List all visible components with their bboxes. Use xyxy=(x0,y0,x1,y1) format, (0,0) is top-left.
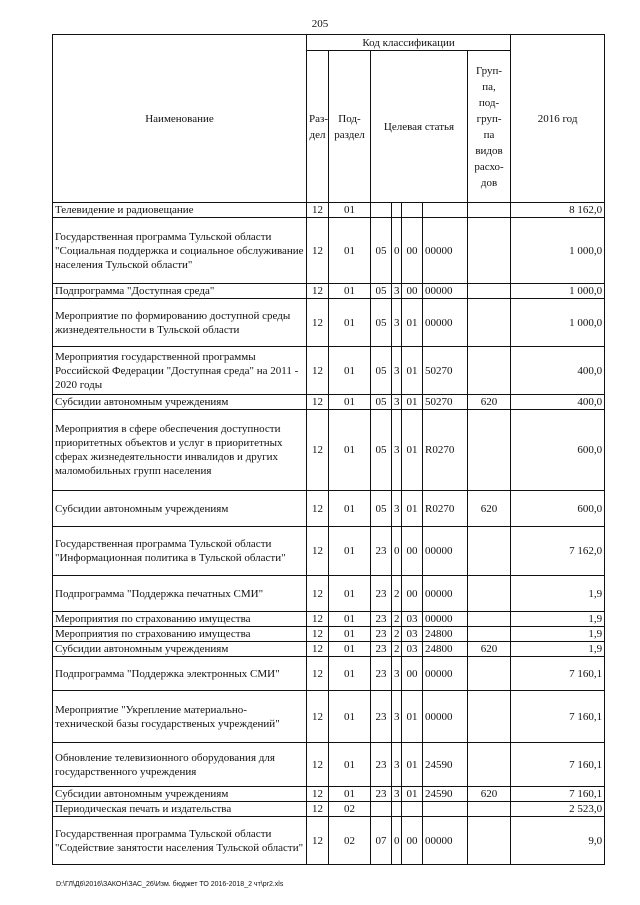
cell-section: 12 xyxy=(307,347,329,395)
cell-subprogram: 3 xyxy=(392,284,402,299)
table-row xyxy=(53,299,605,347)
cell-section: 12 xyxy=(307,395,329,410)
cell-expense-group: 620 xyxy=(468,787,511,802)
cell-direction: 00000 xyxy=(423,527,468,576)
cell-section: 12 xyxy=(307,642,329,657)
cell-subsection: 01 xyxy=(329,576,371,612)
cell-event: 00 xyxy=(402,817,423,865)
cell-expense-group xyxy=(468,527,511,576)
cell-direction: 24590 xyxy=(423,787,468,802)
cell-expense-group xyxy=(468,817,511,865)
cell-subprogram: 3 xyxy=(392,657,402,691)
row-name: Государственная программа Тульской области "Социальная поддержка и социальное обслуживание населения Тульской области" xyxy=(53,218,307,284)
header-subsection: Под- раздел xyxy=(329,51,371,203)
cell-program xyxy=(371,203,392,218)
row-name: Мероприятия государственной программы Российской Федерации "Доступная среда" на 2011 - 2020 годы xyxy=(53,347,307,395)
row-name: Периодическая печать и издательства xyxy=(53,802,307,817)
cell-subsection: 01 xyxy=(329,743,371,787)
cell-program: 23 xyxy=(371,627,392,642)
cell-program: 05 xyxy=(371,218,392,284)
cell-amount: 2 523,0 xyxy=(511,802,605,817)
cell-amount: 7 160,1 xyxy=(511,657,605,691)
cell-subsection: 01 xyxy=(329,642,371,657)
cell-section: 12 xyxy=(307,657,329,691)
cell-subprogram: 2 xyxy=(392,627,402,642)
row-name: Телевидение и радиовещание xyxy=(53,203,307,218)
cell-event: 01 xyxy=(402,410,423,491)
row-name: Государственная программа Тульской области "Содействие занятости населения Тульской области" xyxy=(53,817,307,865)
cell-direction: 00000 xyxy=(423,284,468,299)
cell-amount: 9,0 xyxy=(511,817,605,865)
header-name: Наименование xyxy=(53,35,307,203)
cell-direction: R0270 xyxy=(423,491,468,527)
cell-expense-group xyxy=(468,627,511,642)
cell-subprogram: 3 xyxy=(392,395,402,410)
cell-amount: 1,9 xyxy=(511,576,605,612)
table-row xyxy=(53,787,605,802)
cell-subsection: 01 xyxy=(329,218,371,284)
table-header xyxy=(53,35,605,203)
cell-direction: 00000 xyxy=(423,657,468,691)
cell-event xyxy=(402,203,423,218)
cell-event: 03 xyxy=(402,642,423,657)
cell-direction: 00000 xyxy=(423,576,468,612)
cell-event: 01 xyxy=(402,787,423,802)
table-row xyxy=(53,627,605,642)
cell-program: 23 xyxy=(371,743,392,787)
cell-amount: 7 160,1 xyxy=(511,743,605,787)
cell-amount: 7 162,0 xyxy=(511,527,605,576)
cell-amount: 600,0 xyxy=(511,491,605,527)
cell-subprogram: 0 xyxy=(392,527,402,576)
cell-subprogram: 3 xyxy=(392,787,402,802)
cell-subprogram: 0 xyxy=(392,817,402,865)
row-name: Мероприятие "Укрепление материально-технической базы государственых учреждений" xyxy=(53,691,307,743)
table-row xyxy=(53,642,605,657)
cell-section: 12 xyxy=(307,410,329,491)
table-row xyxy=(53,410,605,491)
cell-event: 01 xyxy=(402,299,423,347)
cell-direction: 24800 xyxy=(423,642,468,657)
cell-direction: R0270 xyxy=(423,410,468,491)
cell-expense-group xyxy=(468,691,511,743)
table-row xyxy=(53,576,605,612)
cell-subprogram: 2 xyxy=(392,576,402,612)
table-row xyxy=(53,817,605,865)
cell-subprogram: 3 xyxy=(392,743,402,787)
cell-expense-group xyxy=(468,612,511,627)
cell-direction: 00000 xyxy=(423,218,468,284)
cell-direction: 00000 xyxy=(423,612,468,627)
cell-event: 01 xyxy=(402,743,423,787)
cell-section: 12 xyxy=(307,491,329,527)
cell-section: 12 xyxy=(307,218,329,284)
header-code-group: Код классификации xyxy=(307,35,511,51)
cell-subprogram xyxy=(392,802,402,817)
table-row xyxy=(53,491,605,527)
cell-direction: 00000 xyxy=(423,817,468,865)
cell-event: 01 xyxy=(402,491,423,527)
cell-section: 12 xyxy=(307,627,329,642)
cell-amount: 1 000,0 xyxy=(511,299,605,347)
cell-program: 05 xyxy=(371,491,392,527)
cell-subprogram: 3 xyxy=(392,299,402,347)
cell-direction: 50270 xyxy=(423,395,468,410)
cell-expense-group xyxy=(468,576,511,612)
row-name: Обновление телевизионного оборудования для государственного учреждения xyxy=(53,743,307,787)
cell-event: 00 xyxy=(402,218,423,284)
cell-expense-group: 620 xyxy=(468,642,511,657)
cell-amount: 600,0 xyxy=(511,410,605,491)
cell-event: 01 xyxy=(402,395,423,410)
cell-program: 23 xyxy=(371,576,392,612)
cell-section: 12 xyxy=(307,787,329,802)
table-row xyxy=(53,203,605,218)
cell-expense-group xyxy=(468,657,511,691)
cell-expense-group xyxy=(468,410,511,491)
table-row xyxy=(53,691,605,743)
cell-subsection: 01 xyxy=(329,691,371,743)
cell-direction: 24800 xyxy=(423,627,468,642)
cell-section: 12 xyxy=(307,299,329,347)
cell-amount: 7 160,1 xyxy=(511,691,605,743)
cell-subprogram: 3 xyxy=(392,491,402,527)
row-name: Подпрограмма "Доступная среда" xyxy=(53,284,307,299)
cell-expense-group xyxy=(468,743,511,787)
row-name: Мероприятие по формированию доступной среды жизнедеятельности в Тульской области xyxy=(53,299,307,347)
cell-subprogram: 3 xyxy=(392,347,402,395)
cell-program: 05 xyxy=(371,410,392,491)
cell-amount: 8 162,0 xyxy=(511,203,605,218)
file-path-footer: D:\ГЛ\Д6\2016\ЗАКОН\ЗАС_26\Изм. бюджет ТО 2016-2018_2 чт\pr2.xls xyxy=(56,881,284,888)
row-name: Мероприятия по страхованию имущества xyxy=(53,627,307,642)
header-group: Груп- па, под- груп- па видов расхо- дов xyxy=(468,51,511,203)
cell-expense-group xyxy=(468,284,511,299)
cell-program: 05 xyxy=(371,395,392,410)
budget-table xyxy=(52,34,605,865)
cell-expense-group: 620 xyxy=(468,395,511,410)
cell-event: 03 xyxy=(402,627,423,642)
cell-program: 23 xyxy=(371,527,392,576)
cell-subsection: 02 xyxy=(329,817,371,865)
cell-subprogram: 3 xyxy=(392,691,402,743)
table-row xyxy=(53,743,605,787)
cell-event: 03 xyxy=(402,612,423,627)
page-number: 205 xyxy=(311,18,329,30)
cell-subsection: 01 xyxy=(329,627,371,642)
cell-direction: 24590 xyxy=(423,743,468,787)
cell-direction xyxy=(423,203,468,218)
cell-subsection: 01 xyxy=(329,284,371,299)
row-name: Государственная программа Тульской области "Информационная политика в Тульской области" xyxy=(53,527,307,576)
table-row xyxy=(53,395,605,410)
cell-event: 01 xyxy=(402,347,423,395)
row-name: Мероприятия в сфере обеспечения доступности приоритетных объектов и услуг в приоритетных сферах жизнедеятельности инвалидов и других маломобильных групп населения xyxy=(53,410,307,491)
row-name: Субсидии автономным учреждениям xyxy=(53,787,307,802)
table-row xyxy=(53,347,605,395)
cell-amount: 7 160,1 xyxy=(511,787,605,802)
cell-subprogram: 0 xyxy=(392,218,402,284)
cell-subprogram: 2 xyxy=(392,642,402,657)
cell-program: 07 xyxy=(371,817,392,865)
cell-section: 12 xyxy=(307,691,329,743)
cell-subprogram: 2 xyxy=(392,612,402,627)
cell-event: 00 xyxy=(402,527,423,576)
cell-subsection: 01 xyxy=(329,527,371,576)
cell-subsection: 01 xyxy=(329,612,371,627)
cell-subprogram xyxy=(392,203,402,218)
cell-subsection: 01 xyxy=(329,410,371,491)
table-row xyxy=(53,218,605,284)
header-target: Целевая статья xyxy=(371,51,468,203)
cell-section: 12 xyxy=(307,527,329,576)
cell-subsection: 01 xyxy=(329,787,371,802)
row-name: Субсидии автономным учреждениям xyxy=(53,395,307,410)
cell-subsection: 01 xyxy=(329,491,371,527)
cell-expense-group xyxy=(468,203,511,218)
cell-section: 12 xyxy=(307,284,329,299)
cell-program: 23 xyxy=(371,642,392,657)
cell-section: 12 xyxy=(307,802,329,817)
table-row xyxy=(53,657,605,691)
cell-event: 00 xyxy=(402,576,423,612)
cell-amount: 1 000,0 xyxy=(511,218,605,284)
cell-subsection: 01 xyxy=(329,299,371,347)
cell-program: 23 xyxy=(371,787,392,802)
cell-direction: 00000 xyxy=(423,691,468,743)
cell-amount: 400,0 xyxy=(511,395,605,410)
cell-expense-group xyxy=(468,347,511,395)
cell-subsection: 02 xyxy=(329,802,371,817)
row-name: Подпрограмма "Поддержка печатных СМИ" xyxy=(53,576,307,612)
cell-amount: 1,9 xyxy=(511,642,605,657)
cell-event: 00 xyxy=(402,284,423,299)
row-name: Мероприятия по страхованию имущества xyxy=(53,612,307,627)
cell-direction xyxy=(423,802,468,817)
cell-section: 12 xyxy=(307,576,329,612)
cell-section: 12 xyxy=(307,817,329,865)
cell-section: 12 xyxy=(307,203,329,218)
cell-expense-group xyxy=(468,218,511,284)
cell-program: 05 xyxy=(371,299,392,347)
cell-amount: 1,9 xyxy=(511,612,605,627)
cell-expense-group xyxy=(468,299,511,347)
cell-program: 05 xyxy=(371,284,392,299)
cell-program xyxy=(371,802,392,817)
cell-section: 12 xyxy=(307,743,329,787)
cell-subsection: 01 xyxy=(329,657,371,691)
row-name: Субсидии автономным учреждениям xyxy=(53,642,307,657)
cell-direction: 50270 xyxy=(423,347,468,395)
cell-subprogram: 3 xyxy=(392,410,402,491)
cell-amount: 400,0 xyxy=(511,347,605,395)
cell-amount: 1 000,0 xyxy=(511,284,605,299)
table-row xyxy=(53,802,605,817)
header-year: 2016 год xyxy=(511,35,605,203)
cell-event: 01 xyxy=(402,691,423,743)
cell-program: 05 xyxy=(371,347,392,395)
cell-direction: 00000 xyxy=(423,299,468,347)
cell-program: 23 xyxy=(371,691,392,743)
cell-expense-group xyxy=(468,802,511,817)
table-row xyxy=(53,527,605,576)
header-section: Раз- дел xyxy=(307,51,329,203)
cell-section: 12 xyxy=(307,612,329,627)
cell-subsection: 01 xyxy=(329,395,371,410)
cell-program: 23 xyxy=(371,612,392,627)
table-row xyxy=(53,612,605,627)
cell-expense-group: 620 xyxy=(468,491,511,527)
cell-subsection: 01 xyxy=(329,203,371,218)
cell-subsection: 01 xyxy=(329,347,371,395)
row-name: Субсидии автономным учреждениям xyxy=(53,491,307,527)
cell-amount: 1,9 xyxy=(511,627,605,642)
cell-event xyxy=(402,802,423,817)
cell-event: 00 xyxy=(402,657,423,691)
table-row xyxy=(53,284,605,299)
row-name: Подпрограмма "Поддержка электронных СМИ" xyxy=(53,657,307,691)
table-body xyxy=(53,203,605,865)
cell-program: 23 xyxy=(371,657,392,691)
